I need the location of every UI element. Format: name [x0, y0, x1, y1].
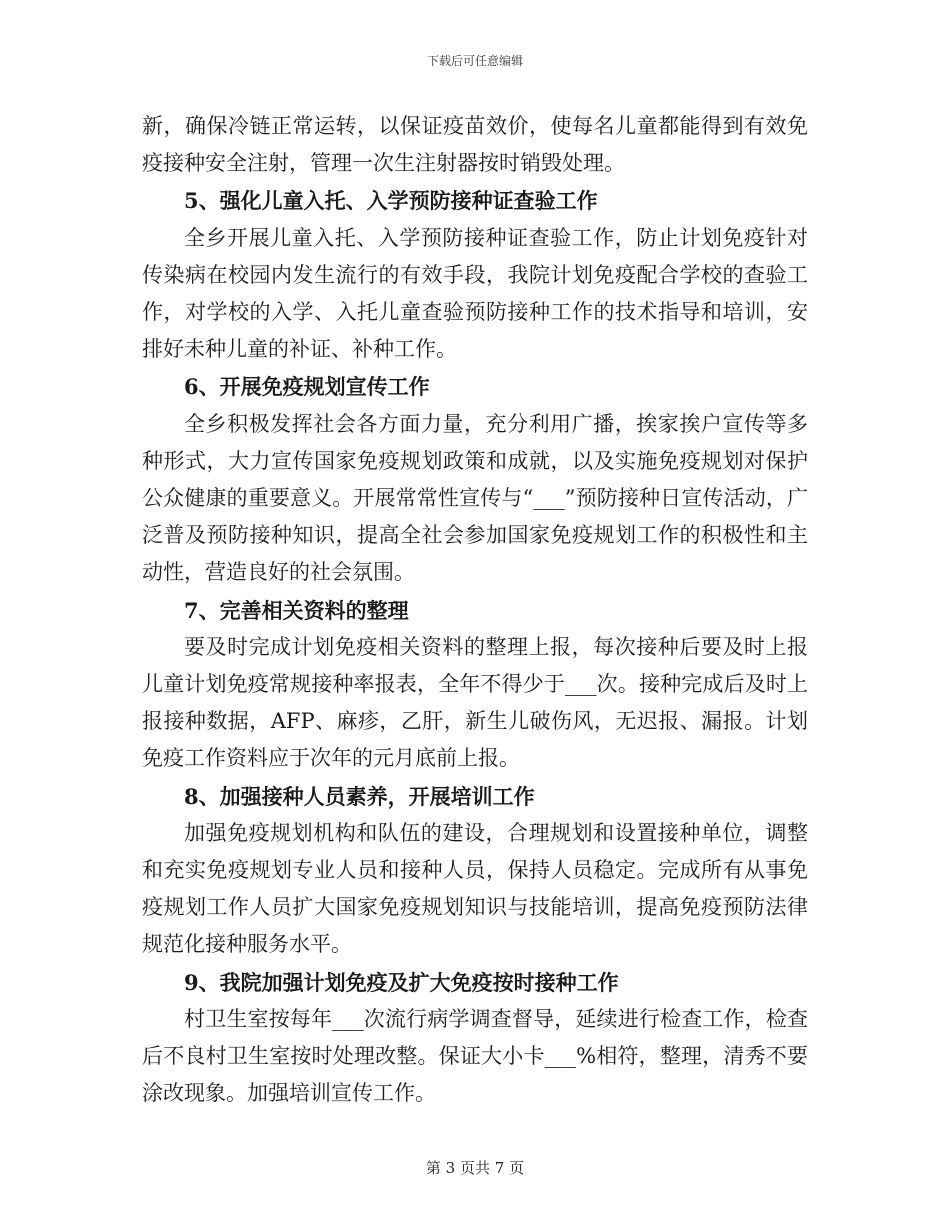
section-heading-5: 5、强化儿童入托、入学预防接种证查验工作: [184, 188, 598, 214]
paragraph-continued: 新，确保冷链正常运转，以保证疫苗效价，使每名儿童都能得到有效免疫接种安全注射，管理一次生注射器按时销毁处理。: [142, 114, 808, 176]
document-body: [142, 108, 808, 1112]
section-heading-6: 6、开展免疫规划宣传工作: [184, 374, 430, 400]
paragraph-section-5: 全乡开展儿童入托、入学预防接种证查验工作，防止计划免疫针对传染病在校园内发生流行的有效手段，我院计划免疫配合学校的查验工作，对学校的入学、入托儿童查验预防接种工作的技术指导和培训，安排好未种儿童的补证、补种工作。: [142, 225, 808, 362]
page-footer: 第 3 页共 7 页: [425, 1159, 525, 1177]
paragraph-section-6: 全乡积极发挥社会各方面力量，充分利用广播，挨家挨户宣传等多种形式，大力宣传国家免疫规划政策和成就，以及实施免疫规划对保护公众健康的重要意义。开展常常性宣传与“___”预防接种日宣传活动，广泛普及预防接种知识，提高全社会参加国家免疫规划工作的积极性和主动性，营造良好的社会氛围。: [142, 411, 808, 585]
section-heading-7: 7、完善相关资料的整理: [184, 597, 409, 623]
page-header: 下载后可任意编辑: [426, 54, 523, 68]
paragraph-section-9: 村卫生室按每年___次流行病学调查督导，延续进行检查工作，检查后不良村卫生室按时处理改整。保证大小卡___%相符，整理，清秀不要涂改现象。加强培训宣传工作。: [142, 1006, 808, 1106]
paragraph-section-8: 加强免疫规划机构和队伍的建设，合理规划和设置接种单位，调整和充实免疫规划专业人员和接种人员，保持人员稳定。完成所有从事免疫规划工作人员扩大国家免疫规划知识与技能培训，提高免疫预防法律规范化接种服务水平。: [142, 820, 808, 957]
section-heading-8: 8、加强接种人员素养，开展培训工作: [184, 783, 535, 809]
section-heading-9: 9、我院加强计划免疫及扩大免疫按时接种工作: [184, 969, 619, 995]
paragraph-section-7: 要及时完成计划免疫相关资料的整理上报，每次接种后要及时上报儿童计划免疫常规接种率报表，全年不得少于___次。接种完成后及时上报接种数据，AFP、麻疹，乙肝，新生儿破伤风，无迟报、漏报。计划免疫工作资料应于次年的元月底前上报。: [142, 634, 808, 771]
